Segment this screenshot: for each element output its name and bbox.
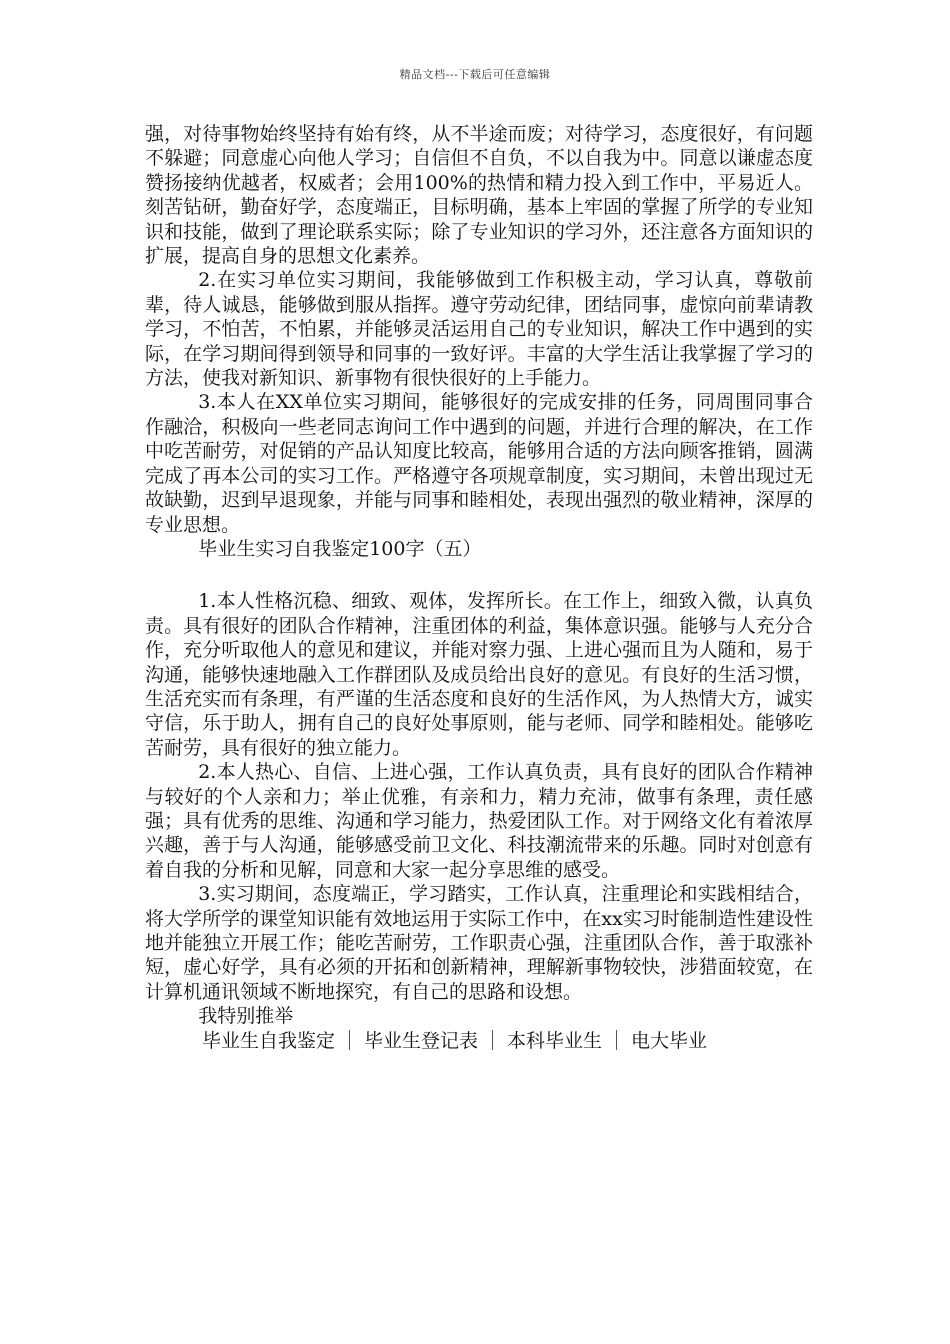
link-graduate-self-assessment[interactable]: 毕业生自我鉴定	[202, 1029, 336, 1052]
paragraph-item-3: 3.本人在XX单位实习期间，能够很好的完成安排的任务，同周围同事合作融洽，积极向一些老同志询问工作中遇到的问题，并进行合理的解决，在工作中吃苦耐劳，对促销的产品认知度比较高，能够用合适的方法向顾客推销，圆满完成了再本公司的实习工作。严格遵守各项规章制度，实习期间，未曾出现过无故缺勤，迟到早退现象，并能与同事和睦相处，表现出强烈的敬业精神，深厚的专业思想。	[145, 391, 813, 536]
section-paragraph-3: 3.实习期间，态度端正，学习踏实，工作认真，注重理论和实践相结合，将大学所学的课堂知识能有效地运用于实际工作中，在xx实习时能制造性建设性地并能独立开展工作；能吃苦耐劳，工作职责心强，注重团队合作，善于取涨补短，虚心好学，具有必须的开拓和创新精神，理解新事物较快，涉猎面较宽，在计算机通讯领域不断地探究，有自己的思路和设想。	[145, 883, 813, 1003]
link-separator	[349, 1030, 350, 1050]
link-separator	[616, 1030, 617, 1050]
document-body	[145, 122, 813, 1053]
link-undergraduate[interactable]: 本科毕业生	[507, 1029, 603, 1052]
section-paragraph-2: 2.本人热心、自信、上进心强，工作认真负责，具有良好的团队合作精神与较好的个人亲和力；举止优雅，有亲和力，精力充沛，做事有条理，责任感强；具有优秀的思维、沟通和学习能力，热爱团队工作。对于网络文化有着浓厚兴趣，善于与人沟通，能够感受前卫文化、科技潮流带来的乐趣。同时对创意有着自我的分析和见解，同意和大家一起分享思维的感受。	[145, 761, 813, 881]
section-title: 毕业生实习自我鉴定100字（五）	[198, 537, 482, 560]
link-graduate-registration-form[interactable]: 毕业生登记表	[364, 1029, 479, 1052]
recommend-links	[145, 1029, 813, 1053]
section-spacer	[145, 561, 813, 589]
section-paragraph-1: 1.本人性格沉稳、细致、观体，发挥所长。在工作上，细致入微，认真负责。具有很好的团队合作精神，注重团体的利益，集体意识强。能够与人充分合作，充分听取他人的意见和建议，并能对察力强、上进心强而且为人随和，易于沟通，能够快速地融入工作群团队及成员给出良好的意见。有良好的生活习惯，生活充实而有条理，有严谨的生活态度和良好的生活作风，为人热情大方，诚实守信，乐于助人，拥有自己的良好处事原则，能与老师、同学和睦相处。能够吃苦耐劳，具有很好的独立能力。	[145, 590, 813, 759]
paragraph-continued: 强，对待事物始终坚持有始有终，从不半途而废；对待学习，态度很好，有问题不躲避；同意虚心向他人学习；自信但不自负，不以自我为中。同意以谦虚态度赞扬接纳优越者，权威者；会用100%的热情和精力投入到工作中，平易近人。刻苦钻研，勤奋好学，态度端正，目标明确，基本上牢固的掌握了所学的专业知识和技能，做到了理论联系实际；除了专业知识的学习外，还注意各方面知识的扩展，提高自身的思想文化素养。	[145, 123, 813, 268]
recommend-label: 我特别推举	[198, 1005, 294, 1028]
paragraph-item-2: 2.在实习单位实习期间，我能够做到工作积极主动，学习认真，尊敬前辈，待人诚恳，能够做到服从指挥。遵守劳动纪律，团结同事，虚惊向前辈请教学习，不怕苦，不怕累，并能够灵活运用自己的专业知识，解决工作中遇到的实际，在学习期间得到领导和同事的一致好评。丰富的大学生活让我掌握了学习的方法，使我对新知识、新事物有很快很好的上手能力。	[145, 269, 813, 390]
page-header: 精品文档---下载后可任意编辑	[399, 68, 551, 81]
link-separator	[492, 1030, 493, 1050]
link-open-university-graduate[interactable]: 电大毕业	[631, 1029, 708, 1052]
